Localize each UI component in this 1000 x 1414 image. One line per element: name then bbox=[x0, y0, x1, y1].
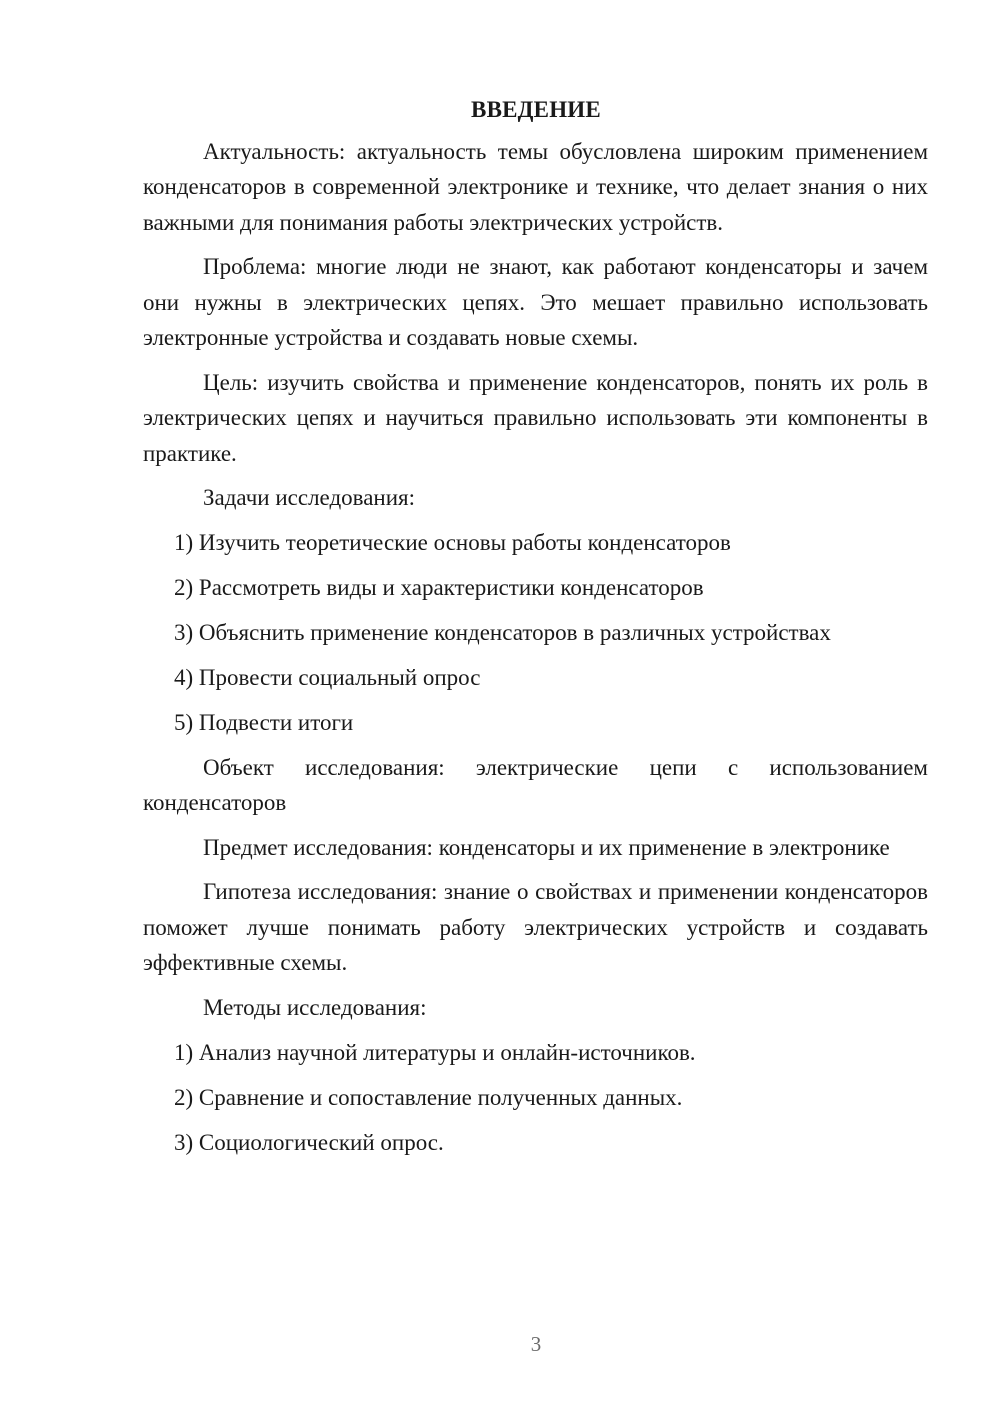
list-item: 3) Социологический опрос. bbox=[174, 1129, 444, 1155]
relevance-paragraph: Актуальность: актуальность темы обусловлена широким применением конденсаторов в современной электронике и технике, что делает знания о них важными для понимания работы электрических устройств. bbox=[143, 138, 928, 235]
methods-heading: Методы исследования: bbox=[203, 994, 427, 1020]
methods-list bbox=[143, 1035, 928, 1161]
tasks-list bbox=[143, 525, 928, 741]
section-title: ВВЕДЕНИЕ bbox=[471, 97, 601, 122]
hypothesis-paragraph: Гипотеза исследования: знание о свойствах и применении конденсаторов поможет лучше понимать работу электрических устройств и создавать эффективные схемы. bbox=[143, 879, 928, 975]
list-item: 2) Рассмотреть виды и характеристики конденсаторов bbox=[174, 575, 704, 600]
list-item: 1) Анализ научной литературы и онлайн-источников. bbox=[174, 1039, 696, 1065]
tasks-heading: Задачи исследования: bbox=[203, 485, 416, 510]
problem-paragraph: Проблема: многие люди не знают, как работают конденсаторы и зачем они нужны в электрических цепях. Это мешает правильно использовать электронные устройства и создавать новые схемы. bbox=[143, 254, 928, 350]
subject-paragraph: Предмет исследования: конденсаторы и их применение в электронике bbox=[203, 834, 890, 860]
goal-paragraph: Цель: изучить свойства и применение конденсаторов, понять их роль в электрических цепях и научиться правильно использовать эти компоненты в практике. bbox=[143, 369, 928, 466]
list-item: 1) Изучить теоретические основы работы конденсаторов bbox=[174, 530, 731, 555]
document-body bbox=[143, 92, 928, 1160]
list-item: 5) Подвести итоги bbox=[174, 710, 354, 735]
object-paragraph: Объект исследования: электрические цепи с использованием конденсаторов bbox=[143, 754, 928, 815]
list-item: 4) Провести социальный опрос bbox=[174, 665, 481, 690]
page-number: 3 bbox=[530, 1332, 542, 1356]
list-item: 3) Объяснить применение конденсаторов в различных устройствах bbox=[174, 620, 831, 645]
list-item: 2) Сравнение и сопоставление полученных данных. bbox=[174, 1084, 683, 1110]
